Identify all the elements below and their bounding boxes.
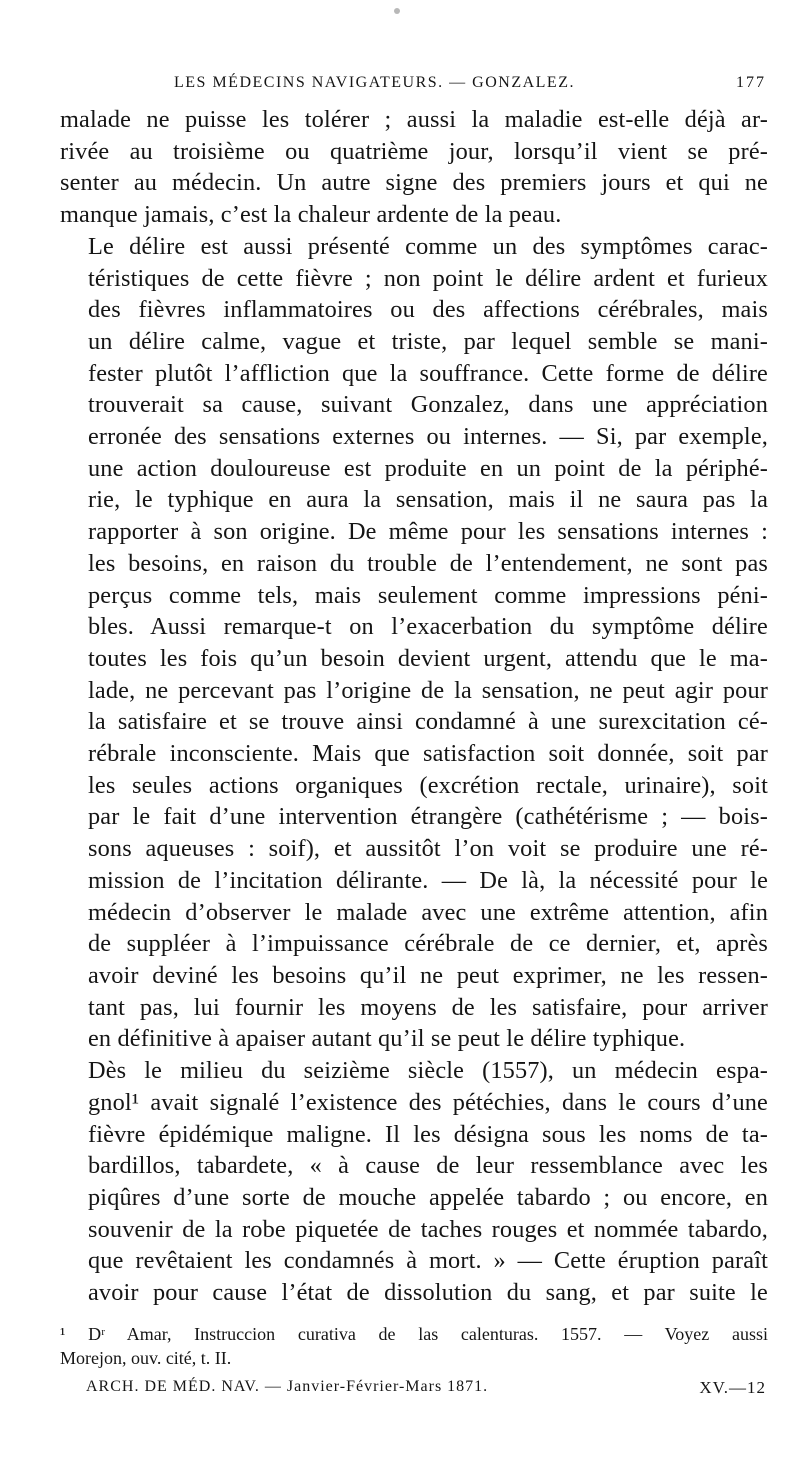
- text-line: lade, ne percevant pas l’origine de la sensation, ne peut agir pour: [88, 676, 768, 704]
- text-line: mission de l’incitation délirante. — De là, la nécessité pour le: [88, 866, 768, 894]
- text-line: malade ne puisse les tolérer ; aussi la maladie est-elle déjà ar-: [60, 106, 768, 133]
- text-line: la satisfaire et se trouve ainsi condamné à une surexcitation cé-: [88, 708, 768, 736]
- paragraph-2: [60, 231, 768, 1055]
- text-line: un délire calme, vague et triste, par lequel semble se mani-: [88, 327, 768, 355]
- text-line: toutes les fois qu’un besoin devient urgent, attendu que le ma-: [88, 644, 768, 672]
- text-line: bardillos, tabardete, « à cause de leur ressemblance avec les: [88, 1152, 768, 1180]
- text-line: souvenir de la robe piquetée de taches rouges et nommée tabardo,: [88, 1215, 768, 1243]
- text-line: erronée des sensations externes ou internes. — Si, par exemple,: [88, 423, 768, 451]
- text-line: senter au médecin. Un autre signe des premiers jours et qui ne: [60, 169, 768, 197]
- text-line: de suppléer à l’impuissance cérébrale de ce dernier, et, après: [88, 930, 768, 958]
- page-number: 177: [736, 74, 766, 91]
- paragraph-3: [60, 1055, 768, 1309]
- text-line: Le délire est aussi présenté comme un des symptômes carac-: [88, 232, 768, 260]
- scan-speck: [394, 8, 400, 14]
- signature-mark: XV.—12: [699, 1378, 766, 1397]
- text-line: une action douloureuse est produite en un point de la périphé-: [88, 454, 768, 482]
- text-line: que revêtaient les condamnés à mort. » — Cette éruption paraît: [88, 1247, 768, 1275]
- text-line: fester plutôt l’affliction que la souffrance. Cette forme de délire: [88, 359, 768, 387]
- text-line: gnol¹ avait signalé l’existence des pétéchies, dans le cours d’une: [88, 1088, 768, 1116]
- text-line: tant pas, lui fournir les moyens de les satisfaire, pour arriver: [88, 993, 768, 1021]
- text-line: en définitive à apaiser autant qu’il se peut le délire typhique.: [88, 1025, 686, 1053]
- text-line: rapporter à son origine. De même pour les sensations internes :: [88, 518, 768, 546]
- text-line: rie, le typhique en aura la sensation, mais il ne saura pas la: [88, 486, 768, 514]
- text-line: rivée au troisième ou quatrième jour, lorsqu’il vient se pré-: [60, 137, 768, 165]
- text-line: téristiques de cette fièvre ; non point le délire ardent et furieux: [88, 264, 768, 292]
- footnote-line: Morejon, ouv. cité, t. II.: [60, 1348, 232, 1368]
- page-header: [60, 74, 766, 100]
- footnote-line: ¹ Dʳ Amar, Instruccion curativa de las calenturas. 1557. — Voyez aussi: [60, 1324, 768, 1344]
- text-line: rébrale inconsciente. Mais que satisfaction soit donnée, soit par: [88, 740, 768, 768]
- text-line: avoir deviné les besoins qu’il ne peut exprimer, ne les ressen-: [88, 961, 768, 989]
- text-line: piqûres d’une sorte de mouche appelée tabardo ; ou encore, en: [88, 1183, 768, 1211]
- text-line: médecin d’observer le malade avec une extrême attention, afin: [88, 898, 768, 926]
- text-line: trouverait sa cause, suivant Gonzalez, dans une appréciation: [88, 391, 768, 419]
- body-text: [60, 104, 768, 1309]
- text-line: des fièvres inflammatoires ou des affections cérébrales, mais: [88, 296, 768, 324]
- text-line: les besoins, en raison du trouble de l’entendement, ne sont pas: [88, 549, 768, 577]
- paragraph-1: [60, 104, 768, 231]
- text-line: par le fait d’une intervention étrangère (cathétérisme ; — bois-: [88, 803, 768, 831]
- running-title: LES MÉDECINS NAVIGATEURS. — GONZALEZ.: [174, 74, 575, 91]
- journal-citation: ARCH. DE MÉD. NAV. — Janvier-Février-Mars 1871.: [86, 1378, 489, 1395]
- text-line: Dès le milieu du seizième siècle (1557), un médecin espa-: [88, 1057, 768, 1085]
- text-line: manque jamais, c’est la chaleur ardente de la peau.: [60, 201, 562, 229]
- text-line: bles. Aussi remarque-t on l’exacerbation du symptôme délire: [88, 613, 768, 641]
- text-line: fièvre épidémique maligne. Il les désigna sous les noms de ta-: [88, 1120, 768, 1148]
- text-line: perçus comme tels, mais seulement comme impressions péni-: [88, 581, 768, 609]
- text-line: les seules actions organiques (excrétion rectale, urinaire), soit: [88, 771, 768, 799]
- text-line: avoir pour cause l’état de dissolution du sang, et par suite le: [88, 1279, 768, 1307]
- footnote: [60, 1322, 768, 1370]
- text-line: sons aqueuses : soif), et aussitôt l’on voit se produire une ré-: [88, 835, 768, 863]
